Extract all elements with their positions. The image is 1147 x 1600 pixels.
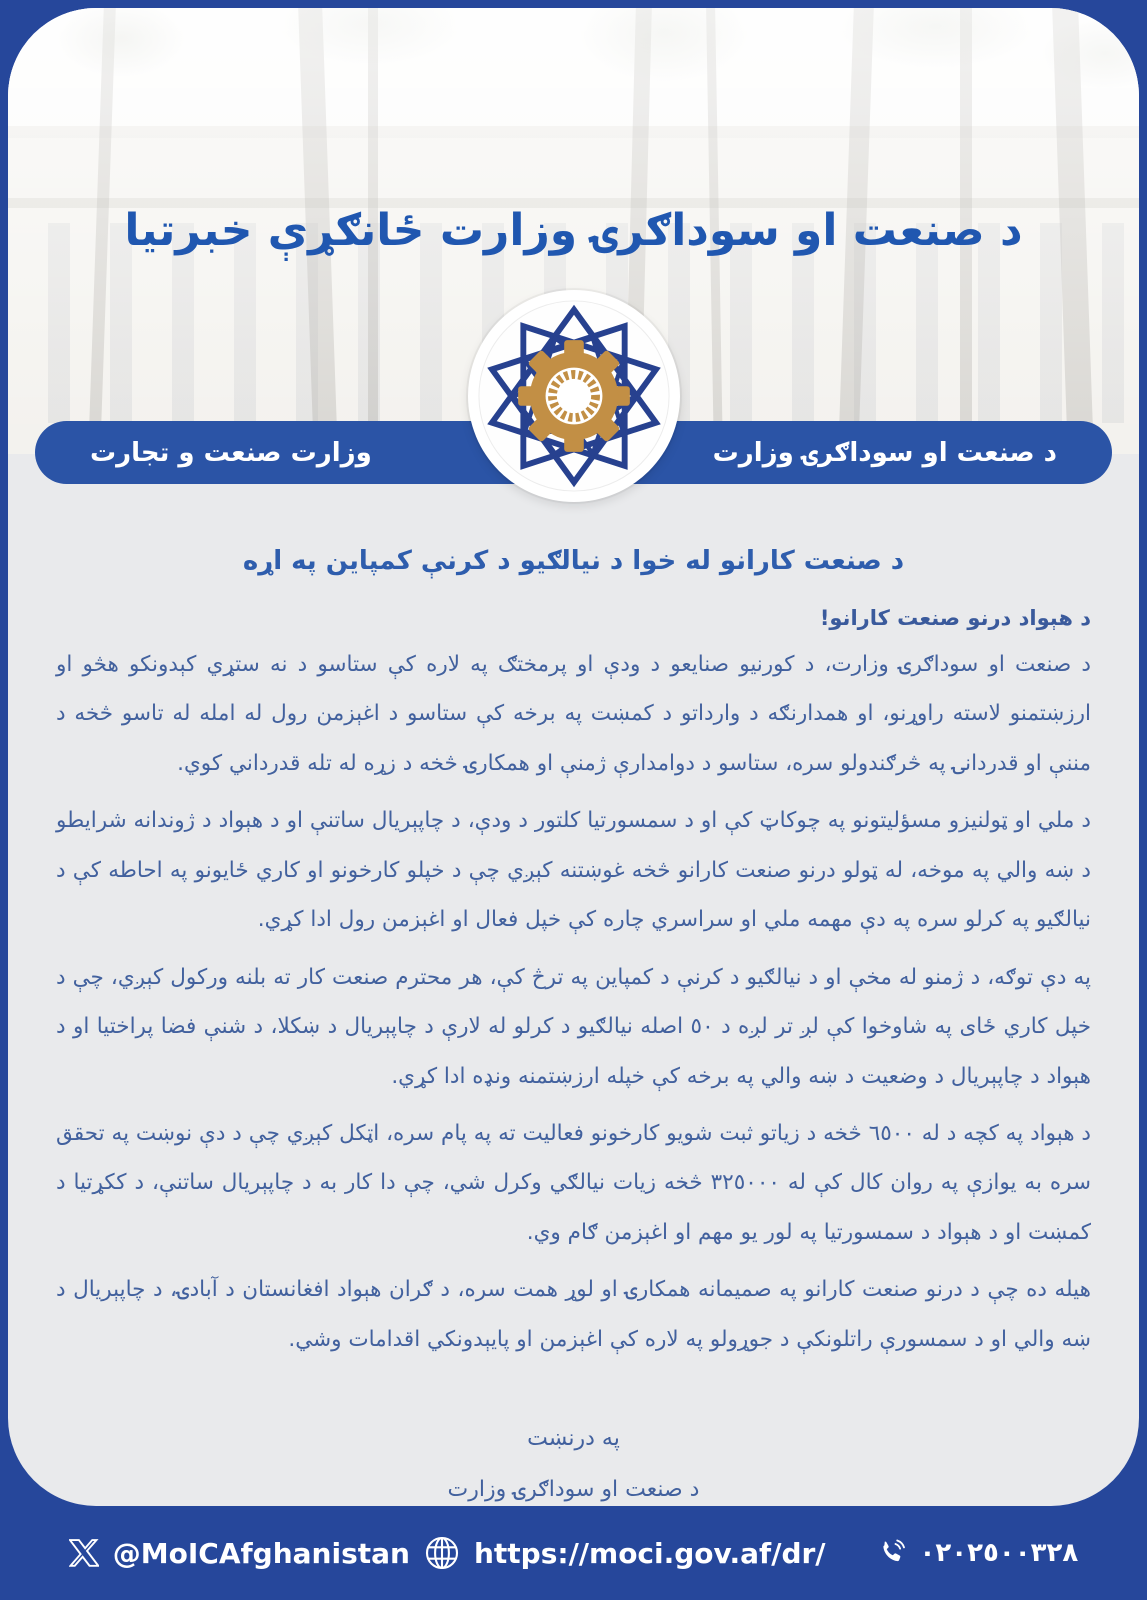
ministry-logo: [468, 290, 680, 502]
x-icon: [69, 1538, 99, 1568]
website-url[interactable]: https://moci.gov.af/dr/: [473, 1536, 826, 1570]
closing-block: [56, 1414, 1091, 1506]
salutation: د هېواد درنو صنعت کارانو!: [819, 606, 1091, 630]
paragraph: د صنعت او سوداګرۍ وزارت، د کورنیو صنایعو د ودې او پرمختګ په لاره کې ستاسو د نه ستړي کېدونکو هڅو او ارزښتمنو لاسته راوړنو، او همدارنګه د وارداتو د کمښت په برخه کې ستاسو د اغېزمن رول له امله له تاسو څخه د مننې او قدردانۍ په څرګندولو سره، ستاسو د دوامدارې ژمنې او همکارۍ څخه د زړه له تله قدرداني کوي.: [56, 652, 1091, 776]
closing-respect: په درنښت: [527, 1426, 620, 1452]
notice-card: [8, 8, 1139, 1506]
page-title: د صنعت او سوداګرۍ وزارت ځانګړې خبرتیا: [124, 205, 1023, 257]
paragraph: په دې توګه، د ژمنو له مخې او د نیالګیو د کرنې د کمپاین په ترڅ کې، هر محترم صنعت کار ته بلنه ورکول کېږي، چې د خپل کاري ځای په شاوخوا کې لږ تر لږه د ٥٠ اصله نیالګیو د کرلو له لارې د چاپېریال د ښکلا، د شنې فضا پراختیا او د هېواد د چاپېریال د وضعیت د ښه والي په برخه کې خپله ارزښتمنه ونډه ادا کړي.: [56, 964, 1091, 1089]
closing-ministry: د صنعت او سوداګرۍ وزارت: [447, 1476, 700, 1502]
twitter-handle[interactable]: @MoICAfghanistan: [112, 1536, 410, 1570]
notice-heading: د صنعت کارانو له خوا د نیالګیو د کرنې کمپاین په اړه: [242, 546, 905, 576]
paragraph: هیله ده چې د درنو صنعت کارانو په صمیمانه همکارۍ او لوړ همت سره، د ګران هېواد افغانستان د آبادۍ، د چاپېریال د ښه والي او د سمسورې راتلونکې د جوړولو په لاره کې اغېزمن او پایېدونکي اقدامات وشي.: [56, 1277, 1091, 1352]
paragraph: د هېواد په کچه د له ٦٥٠٠ څخه د زیاتو ثبت شویو کارخونو فعالیت ته په پام سره، اټکل کېږي چې د دې نوښت په تحقق سره به یوازې په روان کال کې له ٣٢٥٠٠٠ څخه زیات نیالګي وکرل شي، چې دا کار به د چاپېریال ساتنې، د ککړتیا د کمښت او د هېواد د سمسورتیا په لور یو مهم او اغېزمن ګام وي.: [56, 1120, 1092, 1245]
phone-icon: [876, 1538, 906, 1568]
footer-bar: [0, 1506, 1147, 1600]
phone-number[interactable]: ٠٢٠٢٥٠٠٣٢٨: [919, 1538, 1079, 1568]
notice-body: [8, 454, 1139, 1506]
globe-icon: [424, 1535, 460, 1571]
banner-dari-label: وزارت صنعت و تجارت: [90, 437, 372, 468]
banner-pashto-label: د صنعت او سوداګرۍ وزارت: [712, 437, 1057, 468]
paragraph: د ملي او ټولنیزو مسؤلیتونو په چوکاټ کې او د سمسورتیا کلتور د ودې، د چاپېریال ساتنې او د هېواد د ژوندانه شرایطو د ښه والي په موخه، له ټولو درنو صنعت کارانو څخه غوښتنه کېږي چې د خپلو کارخونو او کاري ځایونو په احاطه کې د نیالګیو په کرلو سره په دې مهمه ملي او سراسري چاره کې خپل فعال او اغېزمن رول ادا کړي.: [56, 808, 1091, 933]
ministry-logo-graphic: [476, 298, 672, 494]
